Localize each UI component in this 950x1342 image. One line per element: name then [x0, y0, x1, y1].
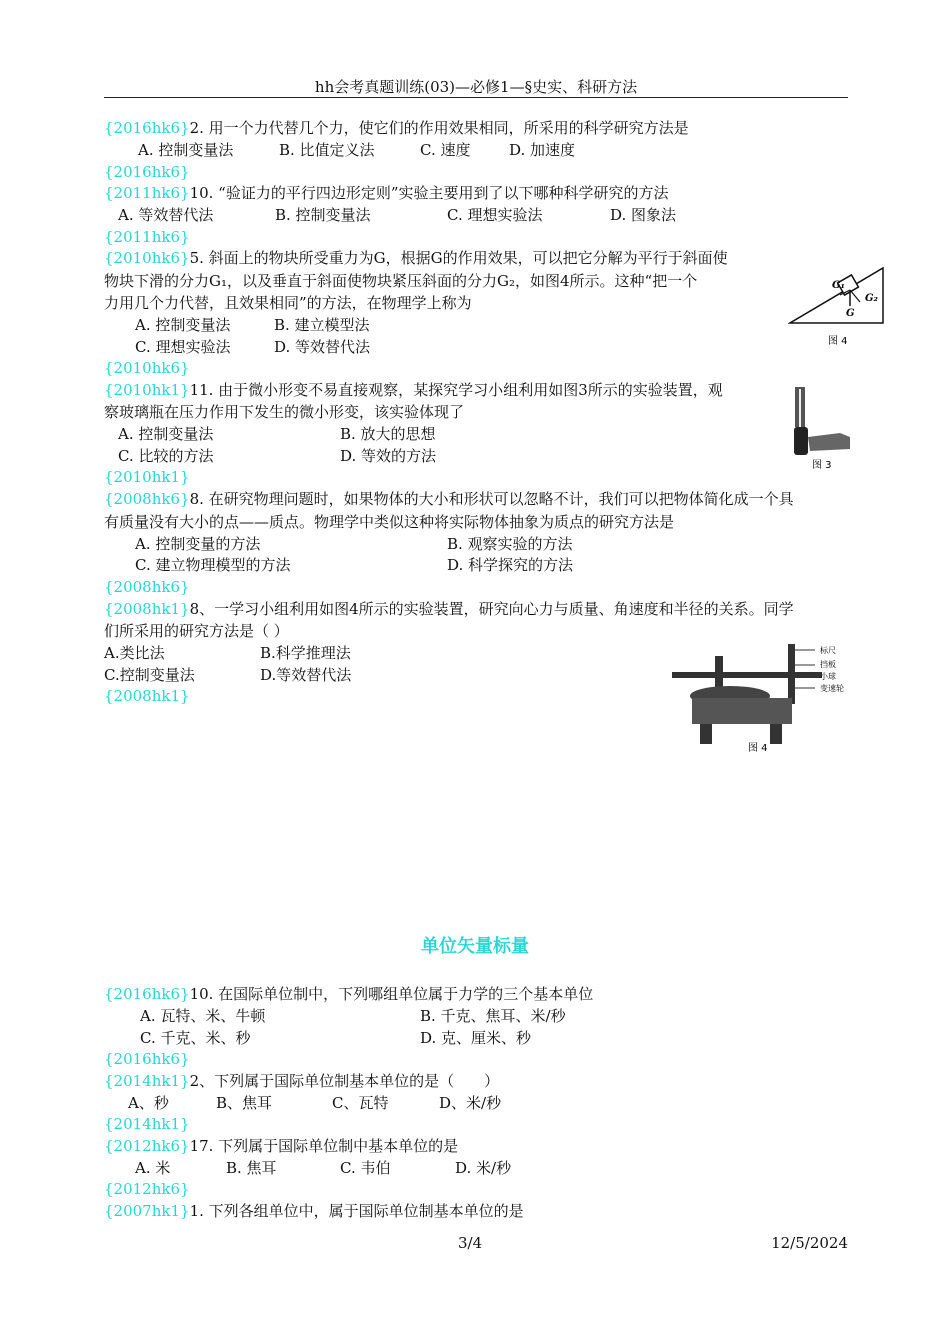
incline-force-figure — [788, 260, 888, 350]
source-tag-end: {2008hk6} — [104, 578, 190, 596]
centripetal-apparatus-figure — [670, 638, 850, 756]
question-text: 17. 下列属于国际单位制中基本单位的是 — [189, 1137, 459, 1155]
header-divider — [104, 97, 848, 98]
source-tag: {2010hk6} — [104, 249, 190, 267]
option: A. 瓦特、米、牛顿 — [140, 1007, 266, 1025]
question-2008hk1-8 — [104, 599, 794, 619]
source-tag: {2010hk1} — [104, 381, 190, 399]
question-text: 2、下列属于国际单位制基本单位的是（ ） — [189, 1072, 500, 1090]
leg — [770, 724, 782, 744]
option: C. 理想实验法 — [447, 206, 543, 224]
question-2007hk1-1 — [104, 1201, 524, 1221]
question-2008hk6-8 — [104, 489, 794, 509]
source-tag: {2008hk1} — [104, 600, 190, 618]
source-tag-end: {2014hk1} — [104, 1115, 190, 1133]
arm — [672, 672, 822, 678]
bottle-figure — [790, 385, 852, 473]
source-tag-end: {2010hk1} — [104, 468, 190, 486]
option: A、秒 — [128, 1094, 169, 1112]
question-2016hk6-10 — [104, 984, 593, 1004]
question-2010hk1-11 — [104, 380, 723, 400]
option: C. 速度 — [420, 141, 471, 159]
option: B. 控制变量法 — [275, 206, 371, 224]
source-tag: {2014hk1} — [104, 1072, 190, 1090]
question-text: 11. 由于微小形变不易直接观察，某探究学习小组利用如图3所示的实验装置，观 — [189, 381, 723, 399]
option: D. 图象法 — [610, 206, 677, 224]
option: B. 千克、焦耳、米/秒 — [420, 1007, 566, 1025]
question-2010hk6-5 — [104, 248, 728, 268]
source-tag: {2008hk6} — [104, 490, 190, 508]
option: D. 克、厘米、秒 — [420, 1029, 532, 1047]
question-2012hk6-17 — [104, 1136, 458, 1156]
base — [692, 698, 792, 724]
question-2011hk6-10 — [104, 183, 669, 203]
question-text: 2. 用一个力代替几个力，使它们的作用效果相同，所采用的科学研究方法是 — [189, 119, 689, 137]
option: A. 控制变量的方法 — [135, 535, 261, 553]
option: D. 加速度 — [509, 141, 576, 159]
question-text-line: 力用几个力代替，且效果相同”的方法，在物理学上称为 — [104, 294, 472, 312]
option: D.等效替代法 — [260, 666, 352, 684]
section-title: 单位矢量标量 — [421, 936, 529, 957]
option: B.科学推理法 — [260, 644, 351, 662]
option: B. 观察实验的方法 — [447, 535, 573, 553]
source-tag-end: {2008hk1} — [104, 687, 190, 705]
question-text: 1. 下列各组单位中，属于国际单位制基本单位的是 — [189, 1202, 524, 1220]
question-2014hk1-2 — [104, 1071, 499, 1091]
source-tag-end: {2012hk6} — [104, 1180, 190, 1198]
option: A.类比法 — [104, 644, 165, 662]
option: B. 建立模型法 — [274, 316, 370, 334]
source-tag-end: {2016hk6} — [104, 163, 190, 181]
option: C.控制变量法 — [104, 666, 195, 684]
apparatus-diagram — [670, 638, 850, 756]
source-tag: {2016hk6} — [104, 119, 190, 137]
label-ball: 小球 — [820, 672, 836, 681]
label-gear: 变速轮 — [820, 684, 844, 693]
incline-diagram — [788, 260, 888, 350]
option: D. 等效替代法 — [274, 338, 371, 356]
glass-bottle — [794, 427, 808, 455]
figure-caption: 图 4 — [828, 336, 848, 347]
hand — [808, 433, 850, 451]
question-text-line: 物块下滑的分力G₁，以及垂直于斜面使物块紧压斜面的分力G₂，如图4所示。这种“把一个 — [104, 272, 698, 290]
source-tag: {2016hk6} — [104, 985, 190, 1003]
source-tag-end: {2016hk6} — [104, 1050, 190, 1068]
page-header-title: hh会考真题训练(03)—必修1—§史实、科研方法 — [314, 78, 638, 96]
option: A. 控制变量法 — [138, 141, 234, 159]
figure-caption: 图 3 — [812, 460, 832, 471]
option: C. 千克、米、秒 — [140, 1029, 251, 1047]
option: B. 比值定义法 — [279, 141, 375, 159]
question-text: 10. “验证力的平行四边形定则”实验主要用到了以下哪种科学研究的方法 — [189, 184, 669, 202]
option: C. 理想实验法 — [135, 338, 231, 356]
option: D. 米/秒 — [455, 1159, 512, 1177]
source-tag-end: {2011hk6} — [104, 228, 190, 246]
question-text-line: 察玻璃瓶在压力作用下发生的微小形变，该实验体现了 — [104, 403, 465, 421]
g2-arrow — [850, 290, 860, 302]
question-text-line: 们所采用的研究方法是（ ） — [104, 622, 289, 640]
option: A. 等效替代法 — [118, 206, 214, 224]
source-tag-end: {2010hk6} — [104, 359, 190, 377]
option: B. 焦耳 — [226, 1159, 277, 1177]
option: C、瓦特 — [332, 1094, 389, 1112]
source-tag: {2007hk1} — [104, 1202, 190, 1220]
question-2016hk6-2 — [104, 118, 689, 138]
option: C. 比较的方法 — [118, 447, 214, 465]
leg — [700, 724, 712, 744]
option: B. 放大的思想 — [340, 425, 436, 443]
option: A. 米 — [135, 1159, 171, 1177]
option: C. 建立物理模型的方法 — [135, 556, 291, 574]
option: D. 等效的方法 — [340, 447, 437, 465]
source-tag: {2011hk6} — [104, 184, 190, 202]
question-text: 8. 在研究物理问题时，如果物体的大小和形状可以忽略不计，我们可以把物体简化成一个具 — [189, 490, 794, 508]
option: D、米/秒 — [439, 1094, 502, 1112]
question-text: 10. 在国际单位制中，下列哪组单位属于力学的三个基本单位 — [189, 985, 594, 1003]
footer-date: 12/5/2024 — [771, 1234, 848, 1252]
option: D. 科学探究的方法 — [447, 556, 574, 574]
option: A. 控制变量法 — [135, 316, 231, 334]
option: B、焦耳 — [216, 1094, 273, 1112]
figure-caption: 图 4 — [748, 743, 768, 754]
question-text-line: 有质量没有大小的点——质点。物理学中类似这种将实际物体抽象为质点的研究方法是 — [104, 513, 675, 531]
label-g1: G₁ — [832, 280, 845, 291]
page-number: 3/4 — [458, 1234, 483, 1252]
label-baffle: 挡板 — [820, 660, 836, 669]
question-text: 5. 斜面上的物块所受重力为G，根据G的作用效果，可以把它分解为平行于斜面使 — [189, 249, 728, 267]
label-scale: 标尺 — [820, 646, 836, 655]
bottle-diagram — [790, 385, 852, 473]
label-g: G — [846, 308, 855, 319]
label-g2: G₂ — [865, 293, 878, 304]
question-text: 8、一学习小组利用如图4所示的实验装置，研究向心力与质量、角速度和半径的关系。同学 — [189, 600, 794, 618]
option: C. 韦伯 — [340, 1159, 391, 1177]
option: A. 控制变量法 — [118, 425, 214, 443]
source-tag: {2012hk6} — [104, 1137, 190, 1155]
